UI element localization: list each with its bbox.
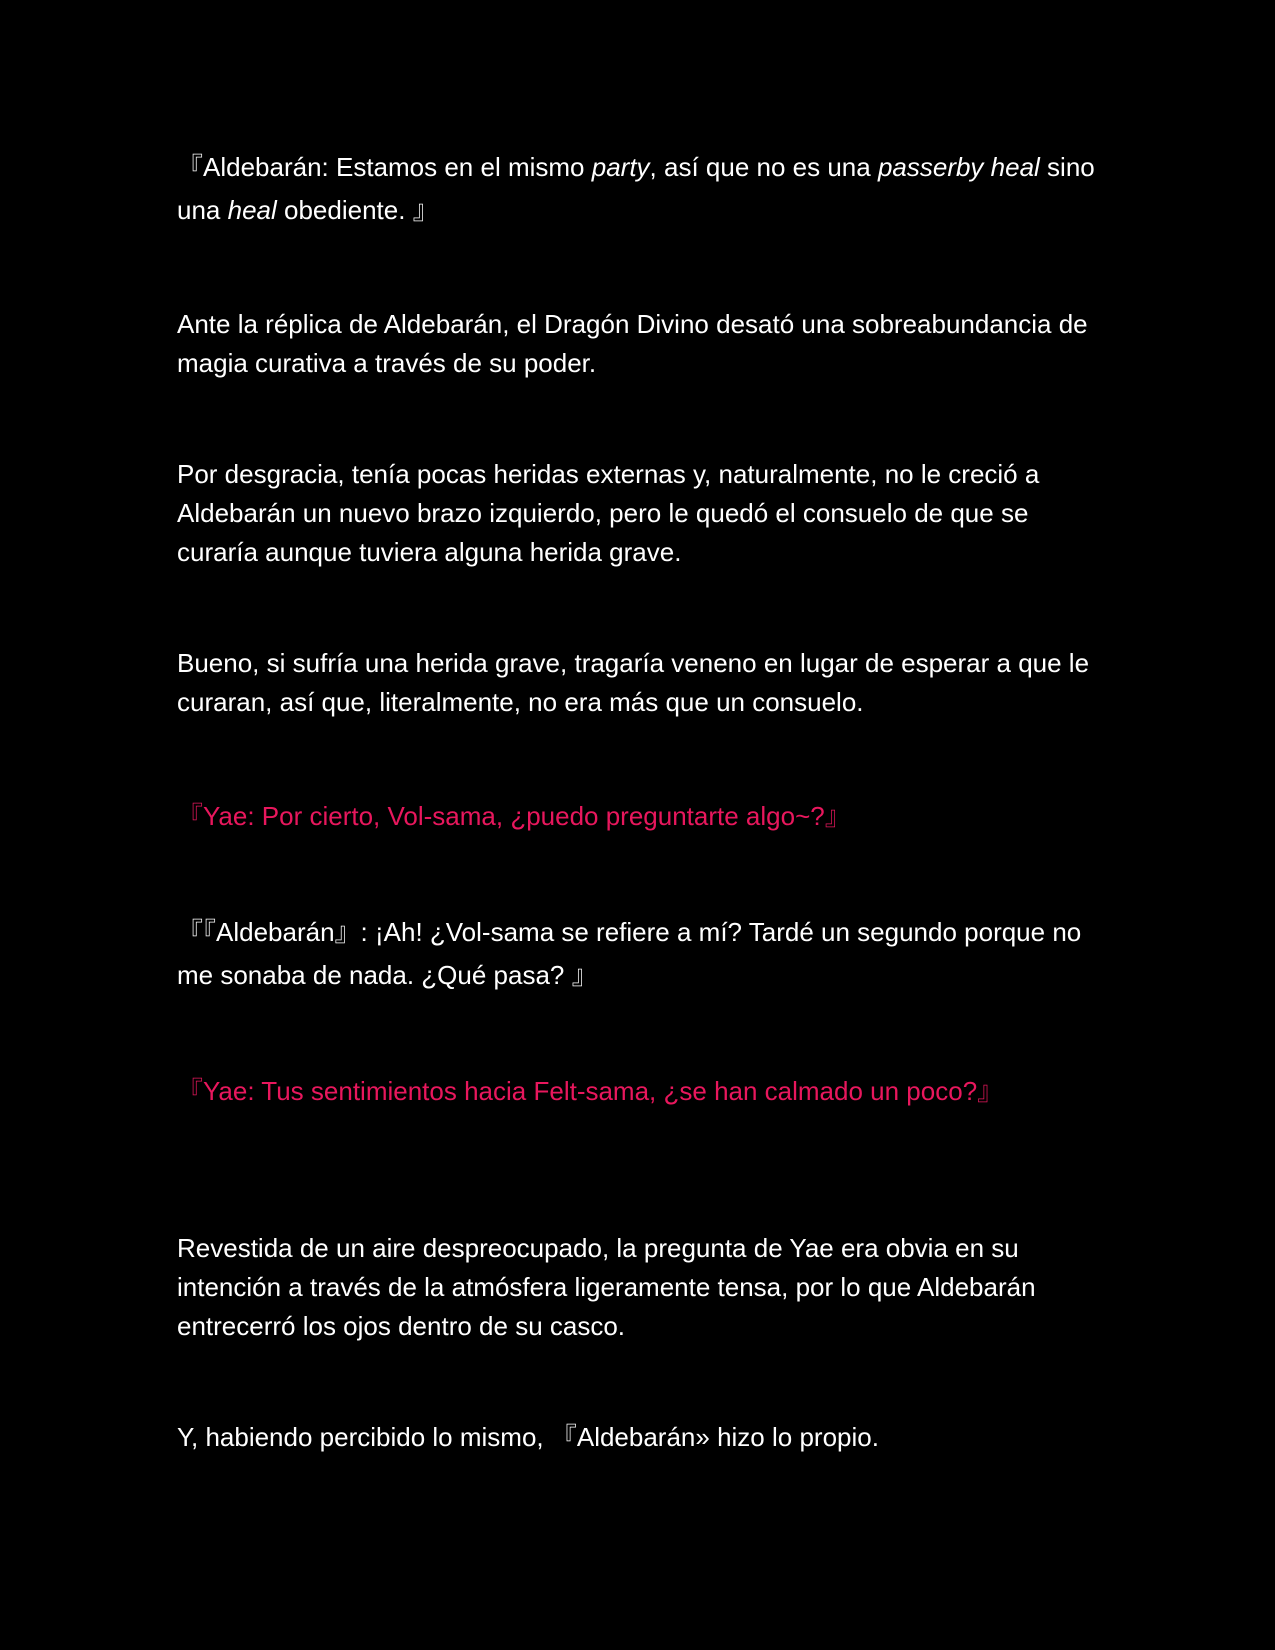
p1-text-g: obediente. 』	[276, 195, 439, 225]
p1-text-e: sino una	[177, 152, 1095, 225]
paragraph-divine-dragon: Ante la réplica de Aldebarán, el Dragón Divino desató una sobreabundancia de magia curativa a través de su poder.	[177, 309, 1088, 378]
p1-text-c: , así que no es una	[649, 152, 878, 182]
paragraph-yae-question: 『Yae: Por cierto, Vol-sama, ¿puedo preguntarte algo~?』	[177, 801, 851, 831]
paragraph-tense-atmosphere: Revestida de un aire despreocupado, la pregunta de Yae era obvia en su intención a través de la atmósfera ligeramente tensa, por lo que Aldebarán entrecerró los ojos dentro de su casco.	[177, 1233, 1036, 1341]
p1-italic-heal: heal	[227, 195, 277, 225]
paragraph-same-perception: Y, habiendo percibido lo mismo, 『Aldebarán» hizo lo propio.	[177, 1422, 879, 1452]
p1-italic-passerby-heal: passerby heal	[877, 152, 1040, 182]
paragraph-aldebaran-party	[177, 146, 1097, 232]
paragraph-unfortunately: Por desgracia, tenía pocas heridas externas y, naturalmente, no le creció a Aldebarán un nuevo brazo izquierdo, pero le quedó el consuelo de que se curaría aunque tuviera alguna herida grave.	[177, 459, 1040, 567]
p1-text-a: 『Aldebarán: Estamos en el mismo	[177, 152, 592, 182]
paragraph-aldebaran-reply: 『『Aldebarán』: ¡Ah! ¿Vol-sama se refiere a mí? Tardé un segundo porque no me sonaba de nada. ¿Qué pasa? 』	[177, 917, 1082, 990]
paragraph-consolation: Bueno, si sufría una herida grave, tragaría veneno en lugar de esperar a que le curaran, así que, literalmente, no era más que un consuelo.	[177, 648, 1090, 717]
p1-italic-party: party	[591, 152, 650, 182]
paragraph-yae-feelings: 『Yae: Tus sentimientos hacia Felt-sama, ¿se han calmado un poco?』	[177, 1076, 1004, 1106]
